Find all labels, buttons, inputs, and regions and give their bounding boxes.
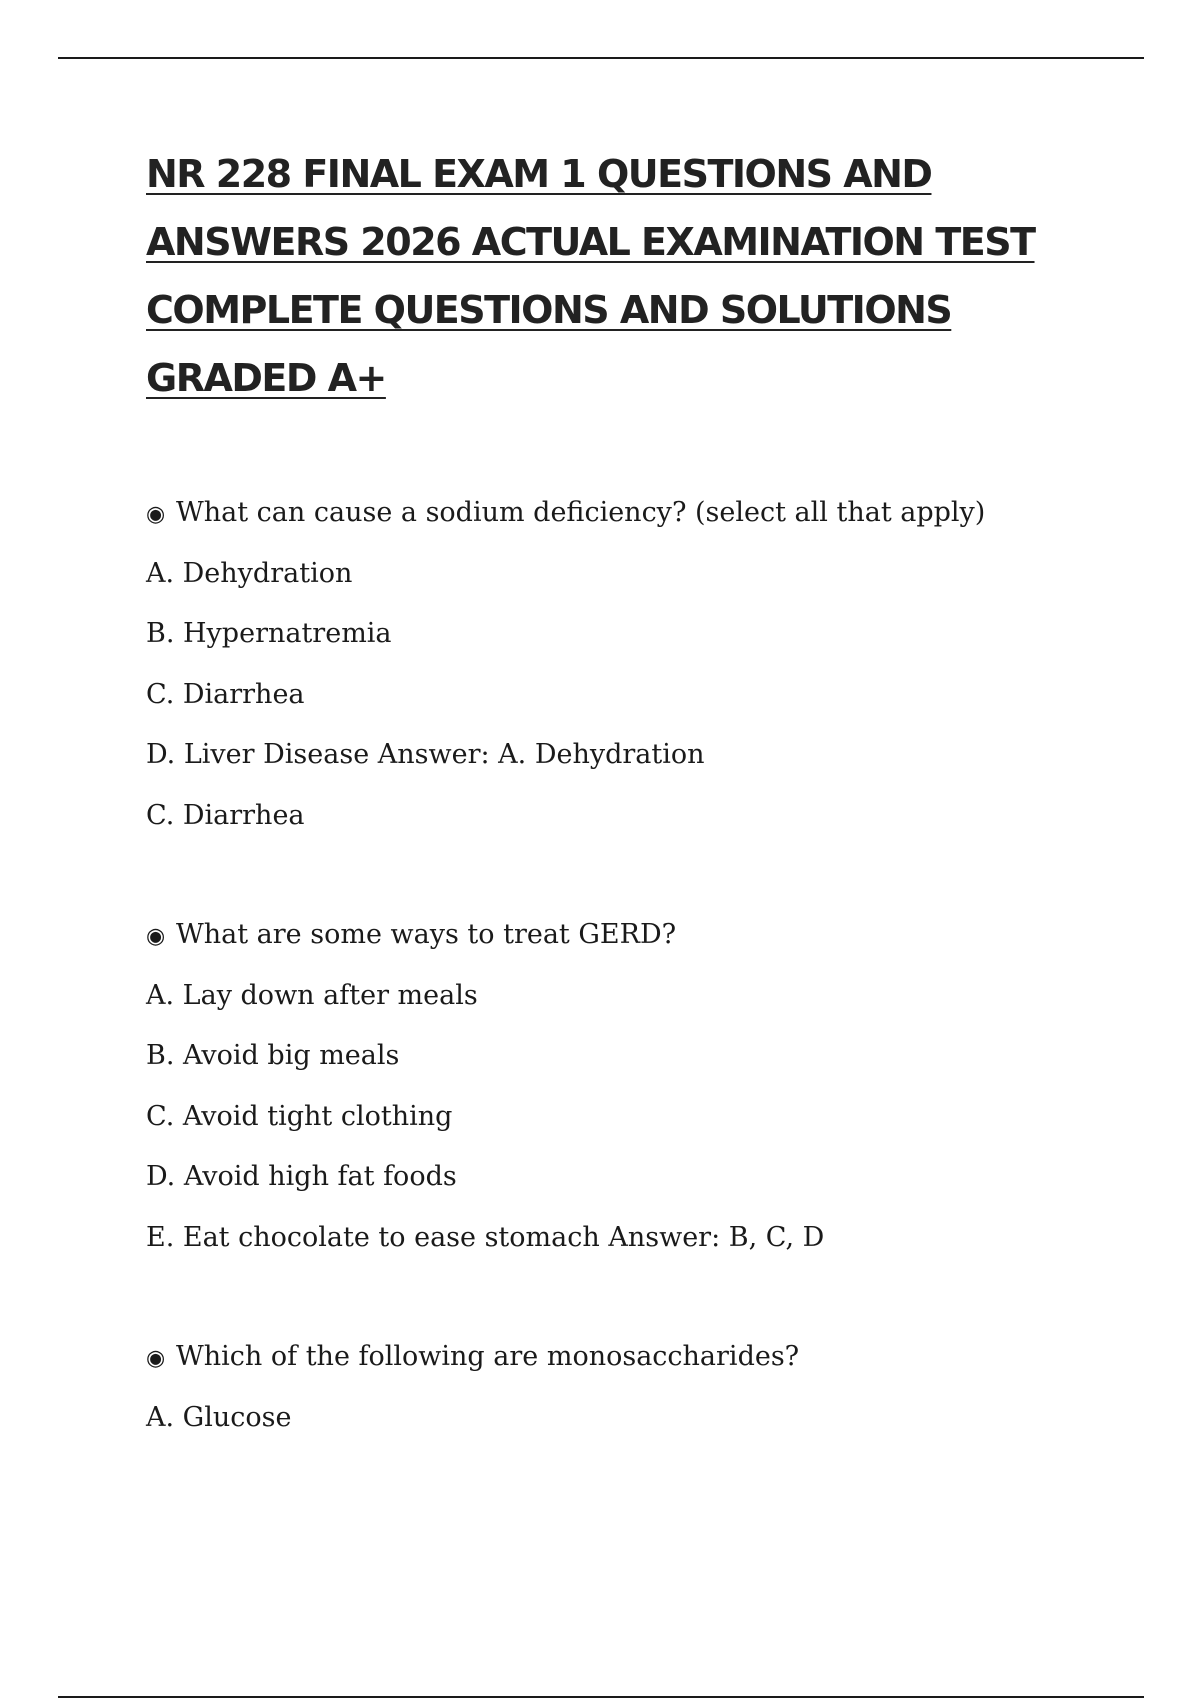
answer-option: A. Lay down after meals (146, 979, 478, 1011)
top-rule (58, 57, 1144, 59)
document-title: NR 228 FINAL EXAM 1 QUESTIONS AND ANSWERS 2026 ACTUAL EXAMINATION TEST COMPLETE QUESTIONS AND SOLUTIONS GRADED A+ (146, 152, 1035, 400)
question-text: Which of the following are monosaccharides? (176, 1341, 800, 1372)
question-block-3 (146, 1327, 1106, 1448)
question-block-1 (146, 483, 1106, 846)
answer-option: C. Diarrhea (146, 799, 305, 831)
radio-bullet-icon: ◉ (146, 924, 166, 949)
question-line (146, 1327, 1106, 1388)
questions-list (146, 483, 1106, 1507)
question-line (146, 905, 1106, 966)
question-text: What can cause a sodium deficiency? (select all that apply) (176, 497, 986, 528)
answer-option: A. Glucose (146, 1401, 292, 1433)
question-text: What are some ways to treat GERD? (176, 919, 677, 950)
bottom-rule (58, 1696, 1144, 1698)
answer-option: D. Avoid high fat foods (146, 1161, 457, 1192)
answer-option: D. Liver Disease Answer: A. Dehydration (146, 739, 705, 770)
answer-option: E. Eat chocolate to ease stomach Answer: B, C, D (146, 1221, 825, 1253)
question-block-2 (146, 905, 1106, 1268)
question-line (146, 483, 1106, 544)
radio-bullet-icon: ◉ (146, 1346, 166, 1371)
radio-bullet-icon: ◉ (146, 502, 166, 527)
answer-option: B. Avoid big meals (146, 1040, 400, 1071)
answer-option: B. Hypernatremia (146, 618, 392, 649)
answer-option: A. Dehydration (146, 557, 353, 589)
answer-option: C. Diarrhea (146, 678, 305, 710)
answer-option: C. Avoid tight clothing (146, 1100, 453, 1132)
